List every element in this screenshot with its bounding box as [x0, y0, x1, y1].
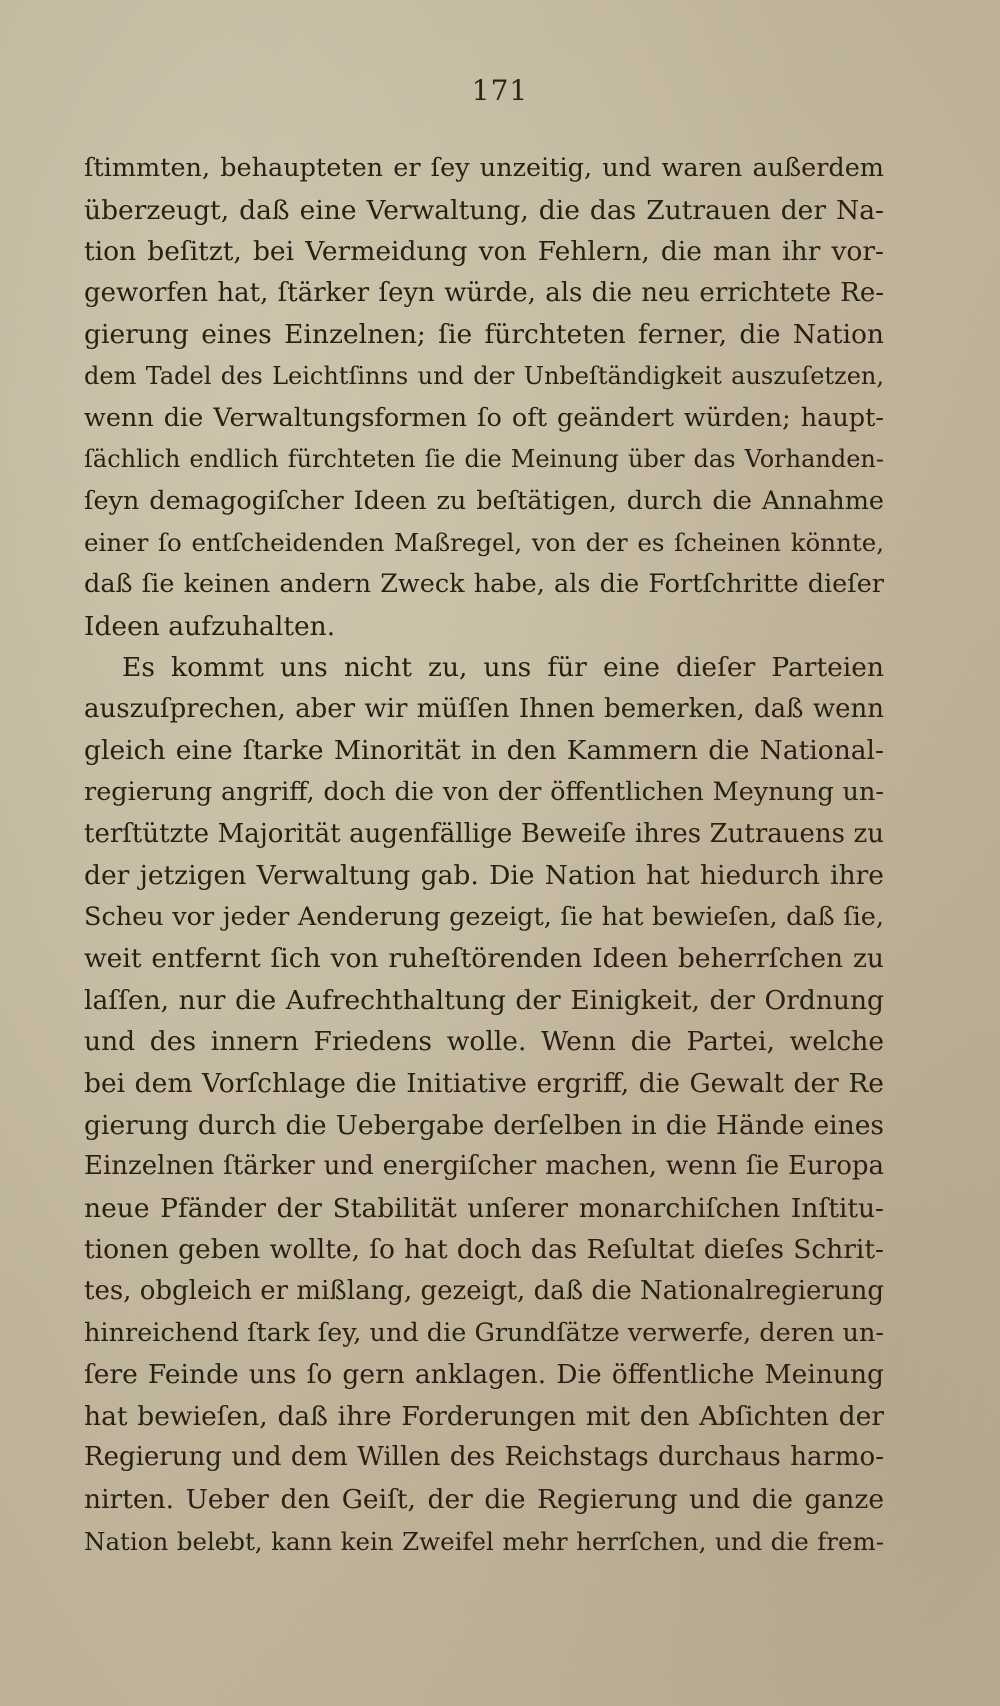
text-line: Scheu vor jeder Aenderung gezeigt, ſie hat bewieſen, daß ſie, — [84, 901, 884, 932]
text-line: Einzelnen ſtärker und energiſcher machen, wenn ſie Europa — [84, 1151, 884, 1182]
text-line: auszuſprechen, aber wir müſſen Ihnen bemerken, daß wenn — [84, 693, 884, 724]
text-line: hinreichend ſtark ſey, und die Grundſätze verwerfe, deren un- — [84, 1317, 884, 1348]
text-line: Nation belebt, kann kein Zweifel mehr herrſchen, und die frem- — [84, 1526, 884, 1556]
text-line: einer ſo entſcheidenden Maßregel, von der es ſcheinen könnte, — [84, 528, 884, 558]
text-line: tes, obgleich er mißlang, gezeigt, daß die Nationalregierung — [84, 1276, 884, 1307]
text-line: weit entfernt ſich von ruheſtörenden Ideen beherrſchen zu — [84, 943, 884, 975]
text-line: tionen geben wollte, ſo hat doch das Reſultat dieſes Schrit- — [84, 1234, 884, 1266]
text-line: der jetzigen Verwaltung gab. Die Nation hat hiedurch ihre — [84, 860, 884, 892]
text-line: daß ſie keinen andern Zweck habe, als die Fortſchritte dieſer — [84, 568, 884, 599]
text-line: gierung eines Einzelnen; ſie fürchteten ferner, die Nation — [84, 319, 884, 351]
text-line: geworfen hat, ſtärker ſeyn würde, als die neu errichtete Re- — [84, 277, 884, 308]
text-line: ſtimmten, behaupteten er ſey unzeitig, und waren außerdem — [84, 153, 884, 183]
text-line: und des innern Friedens wolle. Wenn die Partei, welche — [84, 1026, 884, 1058]
text-line: Regierung und dem Willen des Reichstags durchaus harmo- — [84, 1442, 884, 1473]
text-line: ſächlich endlich fürchteten ſie die Meinung über das Vorhanden- — [84, 445, 884, 474]
body-text — [84, 148, 884, 1562]
text-line: nirten. Ueber den Geiſt, der die Regierung und die ganze — [84, 1484, 884, 1515]
text-line: bei dem Vorſchlage die Initiative ergriff, die Gewalt der Re — [84, 1068, 884, 1100]
text-line: ſere Feinde uns ſo gern anklagen. Die öffentliche Meinung — [84, 1359, 884, 1391]
text-line: Es kommt uns nicht zu, uns für eine dieſer Parteien — [122, 652, 884, 684]
text-line: wenn die Verwaltungsformen ſo oft geändert würden; haupt- — [84, 402, 884, 433]
text-line: neue Pfänder der Stabilität unſerer monarchiſchen Inſtitu- — [84, 1192, 884, 1224]
text-line: gleich eine ſtarke Minorität in den Kammern die National- — [84, 735, 884, 767]
text-line: Ideen aufzuhalten. — [84, 610, 336, 642]
text-line: dem Tadel des Leichtſinns und der Unbeſtändigkeit auszuſetzen, — [84, 361, 884, 390]
text-line: hat bewieſen, daß ihre Forderungen mit den Abſichten der — [84, 1400, 884, 1432]
text-line: tion beſitzt, bei Vermeidung von Fehlern, die man ihr vor- — [84, 236, 884, 268]
text-line: gierung durch die Uebergabe derſelben in die Hände eines — [84, 1109, 884, 1141]
text-line: überzeugt, daß eine Verwaltung, die das Zutrauen der Na- — [84, 194, 884, 226]
text-line: terſtützte Majorität augenfällige Beweiſe ihres Zutrauens zu — [84, 818, 884, 849]
text-line: laſſen, nur die Aufrechthaltung der Einigkeit, der Ordnung — [84, 984, 884, 1016]
text-line: ſeyn demagogiſcher Ideen zu beſtätigen, durch die Annahme — [84, 485, 884, 516]
text-line: regierung angriff, doch die von der öffentlichen Meynung un- — [84, 776, 884, 807]
page-number: 171 — [471, 74, 529, 107]
